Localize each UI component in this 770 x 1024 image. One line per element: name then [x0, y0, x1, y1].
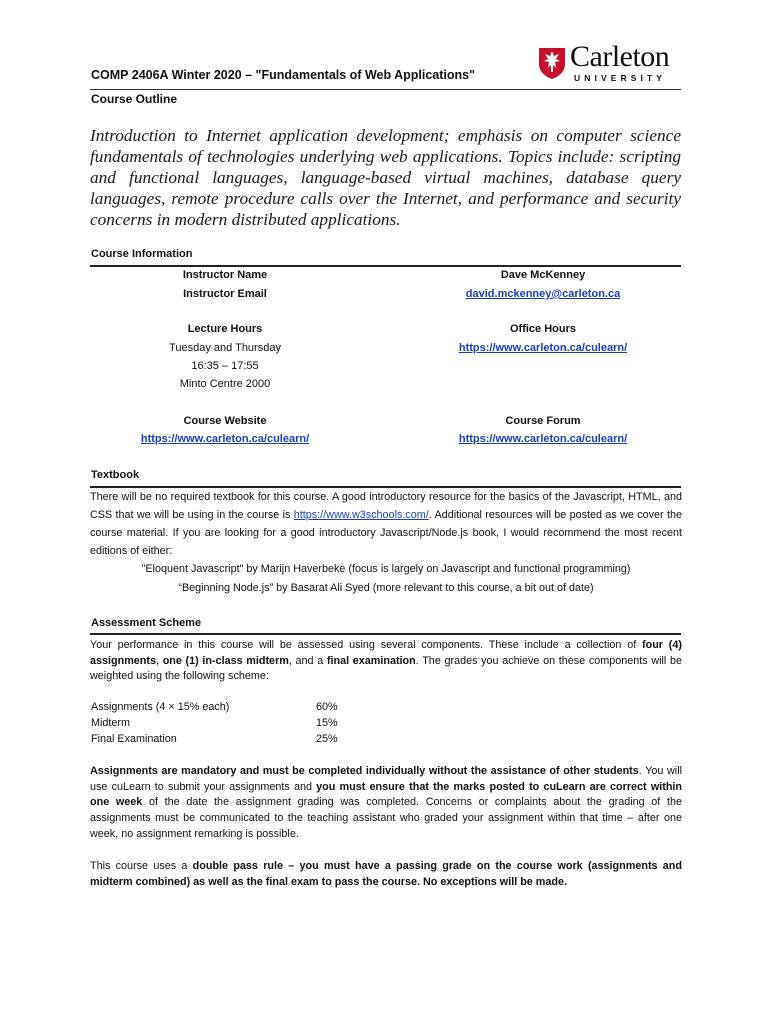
textbook-heading: Textbook — [91, 469, 140, 481]
instructor-email-cell — [418, 288, 668, 300]
lecture-hours-label: Lecture Hours — [187, 323, 263, 335]
grade-item-weight: 15% — [316, 717, 338, 729]
lecture-time: 16:35 – 17:55 — [191, 360, 259, 372]
grade-item-name: Assignments (4 × 15% each) — [91, 701, 230, 713]
instructor-name-label: Instructor Name — [182, 269, 268, 281]
assessment-heading: Assessment Scheme — [91, 617, 202, 629]
assessment-intro: Your performance in this course will be assessed using several components. These include a collection of four (4) assignments, one (1) in-class midterm, and a final examination. The grades you achieve on these components will be weighted using the following scheme: — [90, 639, 682, 683]
instructor-email-label: Instructor Email — [183, 288, 267, 300]
logo-university: UNIVERSITY — [574, 73, 667, 83]
instructor-email-link[interactable]: david.mckenney@carleton.ca — [465, 288, 621, 300]
course-forum-link[interactable]: https://www.carleton.ca/culearn/ — [458, 433, 628, 445]
grade-item-weight: 60% — [316, 701, 338, 713]
course-information-heading: Course Information — [91, 248, 193, 260]
lecture-room: Minto Centre 2000 — [179, 378, 271, 390]
carleton-logo — [537, 40, 683, 86]
lecture-days: Tuesday and Thursday — [169, 342, 281, 354]
grade-item-name: Final Examination — [91, 733, 177, 745]
course-website-link[interactable]: https://www.carleton.ca/culearn/ — [140, 433, 310, 445]
grade-item-weight: 25% — [316, 733, 338, 745]
office-hours-cell — [418, 342, 668, 354]
instructor-name: Dave McKenney — [500, 269, 586, 281]
assignments-policy: Assignments are mandatory and must be completed individually without the assistance of other students. You will use cuLearn to submit your assignments and you must ensure that the marks posted to cuLearn are correct within one week of the date the assignment grading was completed. Concerns or complaints about the grading of the assignments must be communicated to the teaching assistant who graded your assignment within that time – after one week, no assignment remarking is possible. — [90, 765, 683, 840]
shield-icon — [537, 46, 567, 80]
grade-item-name: Midterm — [91, 717, 130, 729]
office-hours-label: Office Hours — [509, 323, 576, 335]
logo-wordmark: Carleton — [570, 40, 670, 73]
course-forum-cell — [418, 433, 668, 445]
section-divider — [90, 265, 681, 267]
course-website-cell — [100, 433, 350, 445]
w3schools-link[interactable]: https://www.w3schools.com/ — [293, 509, 429, 521]
book-recommendation-1: "Eloquent Javascript" by Marijn Haverbeke (focus is largely on Javascript and functional programming) — [141, 563, 631, 575]
course-website-label: Course Website — [183, 415, 267, 427]
office-hours-link[interactable]: https://www.carleton.ca/culearn/ — [458, 342, 628, 354]
course-outline-heading: Course Outline — [91, 92, 178, 106]
book-recommendation-2: “Beginning Node.js” by Basarat Ali Syed (more relevant to this course, a bit out of date) — [178, 582, 594, 594]
section-divider — [90, 633, 681, 635]
double-pass-rule: This course uses a double pass rule – you must have a passing grade on the course work (assignments and midterm combined) as well as the final exam to pass the course. No exceptions will be made. — [90, 860, 682, 888]
course-title: COMP 2406A Winter 2020 – "Fundamentals of Web Applications" — [91, 68, 476, 82]
header-divider — [90, 89, 681, 90]
textbook-paragraph: There will be no required textbook for this course. A good introductory resource for the basics of the Javascript, HTML, and CSS that we will be using in the course is https://www.w3schools.com/. Additional resources will be posted as we cover the course material. If you are looking for a good introductory Javascript/Node.js book, I would recommend the most recent editions of either: — [90, 491, 682, 557]
course-description: Introduction to Internet application development; emphasis on computer science fundamentals of technologies underlying web applications. Topics include: scripting and functional languages, language-based virtual machines, database query languages, remote procedure calls over the Internet, and performance and security concerns in modern distributed applications. — [90, 126, 681, 229]
course-forum-label: Course Forum — [505, 415, 581, 427]
